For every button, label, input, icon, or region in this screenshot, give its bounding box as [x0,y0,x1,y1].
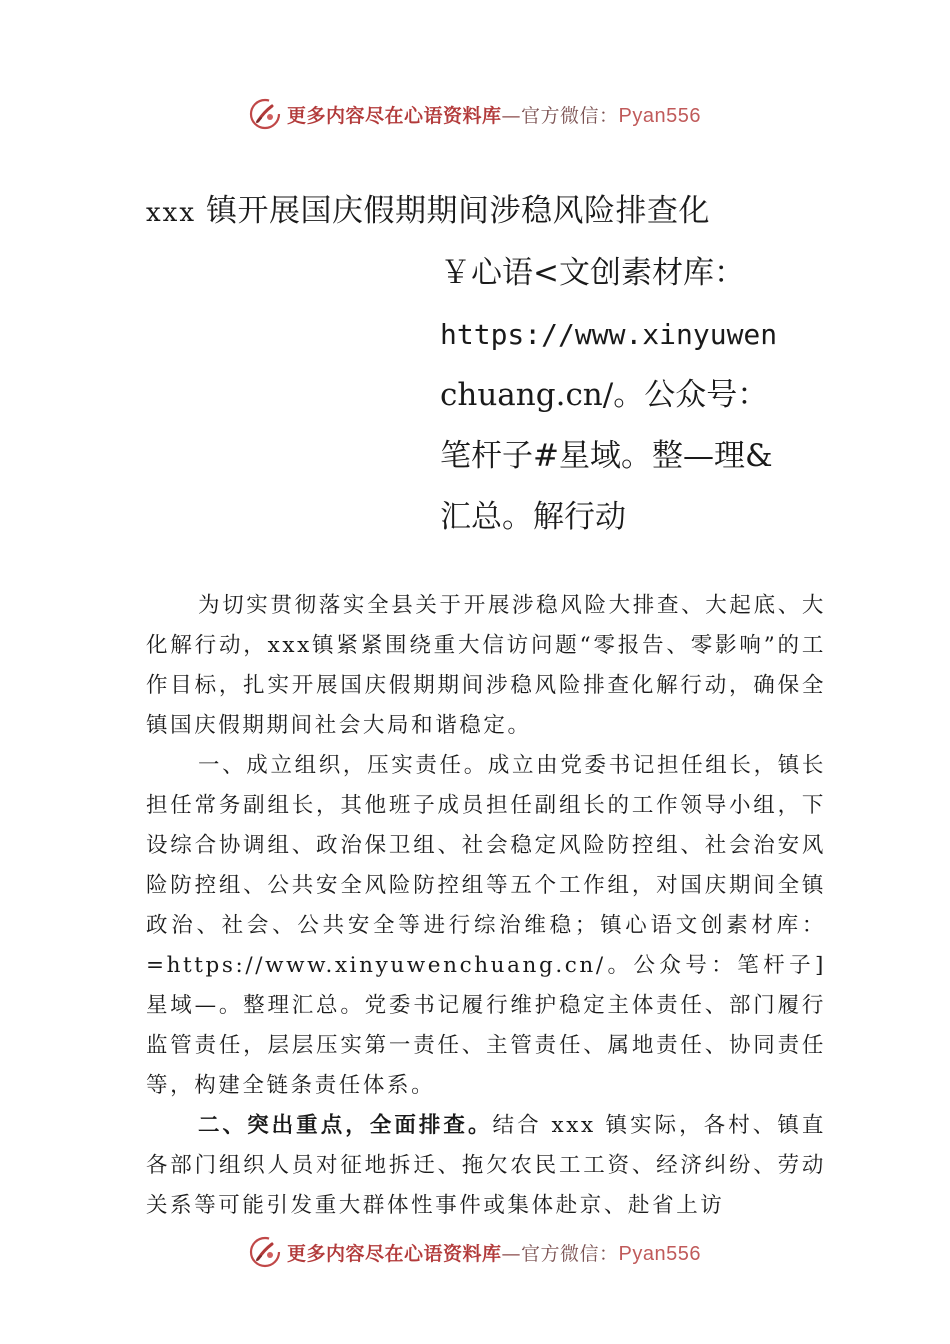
banner-dash: — [501,104,522,127]
header-watermark-banner [0,94,950,134]
brush-seal-logo-icon [249,1236,281,1268]
title-text-6: 汇总。解行动 [440,499,626,535]
title-text-4: chuang.cn/。公众号： [440,377,769,413]
banner-main-text: 更多内容尽在心语资料库 [287,104,502,127]
banner-dash: — [501,1242,522,1265]
banner-wechat-label: 官方微信： [521,104,619,127]
banner-wechat-label: 官方微信： [521,1242,619,1265]
document-title-line-1 [146,183,710,241]
paragraph-section-2 [146,1106,826,1226]
section-2-text: 结合 xxx 镇实际，各村、镇直各部门组织人员对征地拆迁、拖欠农民工工资、经济纠纷、劳动关系等可能引发重大群体性事件或集体赴京、赴省上访 [146,1113,826,1218]
banner-main-text: 更多内容尽在心语资料库 [287,1242,502,1265]
banner-text [287,101,701,128]
document-body [146,586,826,1226]
banner-wechat-handle: Pyan556 [618,104,701,127]
title-text-3: https://www.xinyuwen [440,318,778,351]
banner-text [287,1239,701,1266]
banner-wechat-handle: Pyan556 [618,1242,701,1265]
title-text-1: 镇开展国庆假期期间涉稳风险排查化 [206,193,710,229]
brush-seal-logo-icon [249,98,281,130]
title-text-5: 笔杆子#星域。整—理& [440,438,773,474]
title-text-2: ￥心语<文创素材库： [440,255,745,291]
section-2-heading: 二、突出重点，全面排查。 [198,1113,493,1138]
title-prefix: xxx [146,198,196,228]
document-title-continuation [440,243,820,548]
paragraph-section-1: 一、成立组织，压实责任。成立由党委书记担任组长，镇长担任常务副组长，其他班子成员担任副组长的工作领导小组，下设综合协调组、政治保卫组、社会稳定风险防控组、社会治安风险防控组、公共安全风险防控组等五个工作组，对国庆期间全镇政治、社会、公共安全等进行综治维稳；镇心语文创素材库：=https://www.xinyuwenchuang.cn/。公众号：笔杆子]星域—。整理汇总。党委书记履行维护稳定主体责任、部门履行监管责任，层层压实第一责任、主管责任、属地责任、协同责任等，构建全链条责任体系。 [146,753,826,1098]
footer-watermark-banner [0,1232,950,1272]
paragraph-intro: 为切实贯彻落实全县关于开展涉稳风险大排查、大起底、大化解行动，xxx镇紧紧围绕重大信访问题“零报告、零影响”的工作目标，扎实开展国庆假期期间涉稳风险排查化解行动，确保全镇国庆假期期间社会大局和谐稳定。 [146,593,826,738]
